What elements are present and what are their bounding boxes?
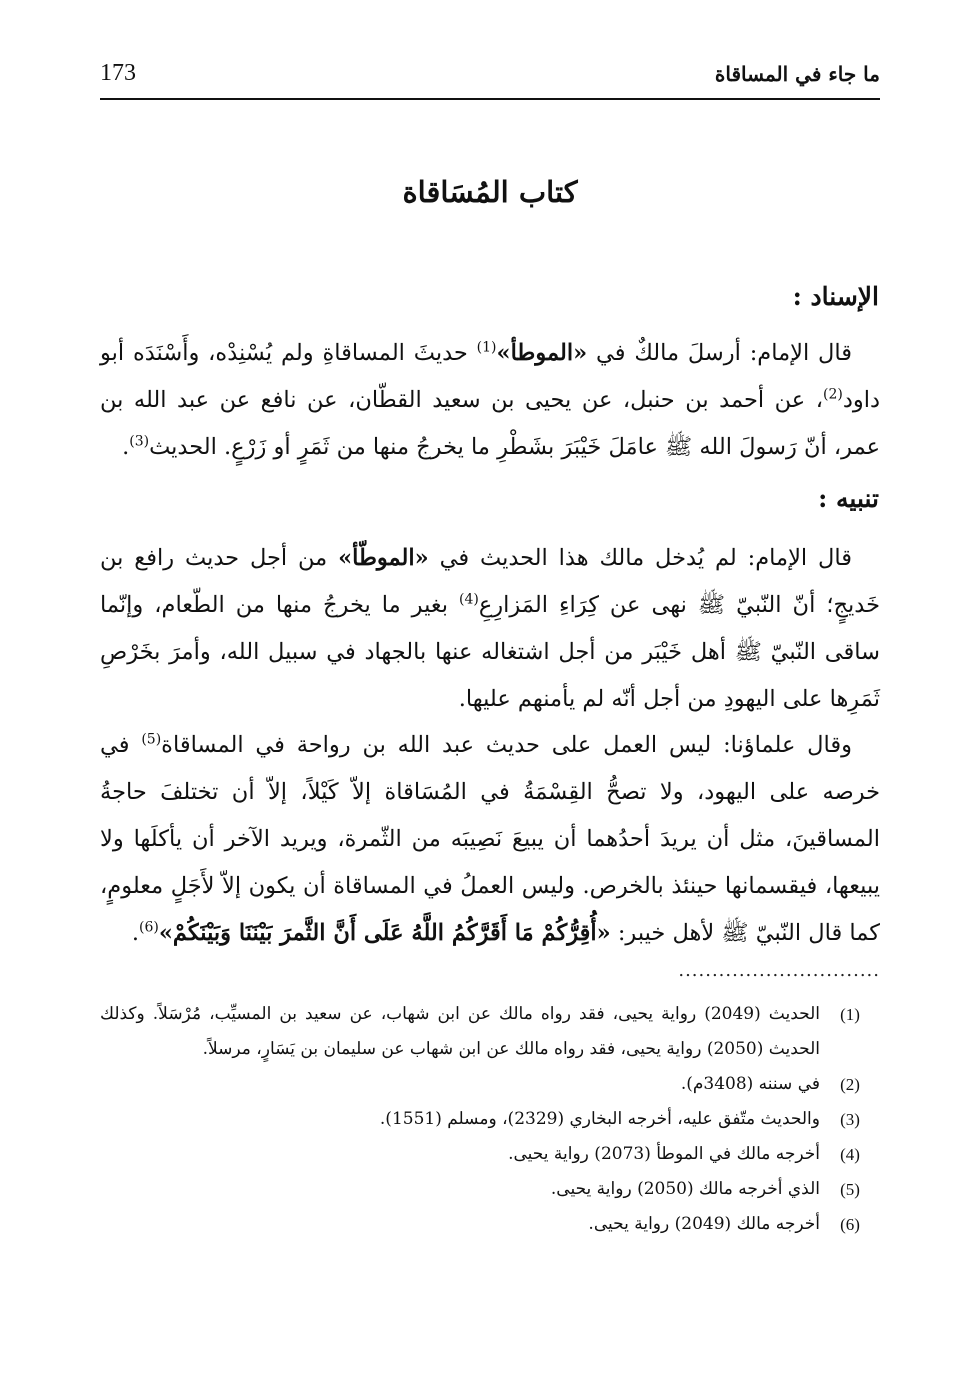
footnote-number: (6) <box>840 1215 860 1234</box>
text-run: قال الإمام: لم يُدخل مالك هذا الحديث في <box>428 545 852 571</box>
footnote-text: الذي أخرجه مالك (2050) رواية يحيى. <box>550 1179 820 1199</box>
text-run: . <box>131 920 139 946</box>
page-number: 173 <box>100 60 136 86</box>
footnote-separator: .............................. <box>678 960 880 981</box>
text-run: في خرصه على اليهود، ولا تصحُّ القِسْمَةُ في المُسَاقاة إلاّ كَيْلاً، إلاّ أن تختلفَ حاجةُ المساقينَ، مثل أن يريدَ أحدُهما أن يبيعَ نَصِيبَه من الثّمرة، ويريد الآخر أن يأكلَها ولا يبيعها، فيقسمانها حينئذ بالخرص. وليس العملُ في المساقاة أن يكون إلاّ لأَجَلٍ معلومٍ، كما قال النّبيّ ﷺ لأهل خيبر: <box>100 732 880 946</box>
book-title: كتاب المُسَاقاة <box>402 175 578 209</box>
footnote-number: (2) <box>840 1075 860 1094</box>
footnote-number: (5) <box>840 1180 860 1199</box>
footnote-ref-6[interactable]: (6) <box>138 919 159 936</box>
footnote-text: والحديث متّفق عليه، أخرجه البخاري (2329)، ومسلم (1551). <box>379 1109 820 1129</box>
footnote-number: (1) <box>840 1005 860 1024</box>
text-run: وقال علماؤنا: ليس العمل على حديث عبد الله بن رواحة في المساقاة <box>161 732 852 758</box>
text-run: من أجل حديث رافع بن خَديجٍ؛ أنّ النّبيّ ﷺ نهى عن كِرَاءِ المَزارِعِ <box>100 545 880 618</box>
footnote-ref-4[interactable]: (4) <box>459 591 479 608</box>
text-run: . <box>122 434 130 460</box>
running-header <box>100 58 880 100</box>
footnote-ref-3[interactable]: (3) <box>129 433 150 450</box>
footnote-ref-5[interactable]: (5) <box>141 731 162 748</box>
running-title: ما جاء في المساقاة <box>714 62 880 86</box>
hadith-quote: «أُقِرُّكُمْ مَا أَقَرَّكُمُ اللَّهُ عَلَى أَنَّ الثَّمرَ بَيْنَنَا وَبَيْنَكُمْ» <box>158 920 611 946</box>
footnote-text: في سننه (3408م). <box>680 1074 820 1094</box>
footnote-text: أخرجه مالك (2049) رواية يحيى. <box>588 1214 820 1234</box>
footnote-text: الحديث (2049) رواية يحيى، فقد رواه مالك عن ابن شهاب، عن سعيد بن المسيِّب، مُرْسَلاً. وكذلك الحديث (2050) رواية يحيى، فقد رواه مالك عن ابن شهاب عن سليمان بن يَسَارٍ، مرسلاً. <box>100 1004 820 1059</box>
footnote-text: أخرجه مالك في الموطأ (2073) رواية يحيى. <box>508 1144 820 1164</box>
footnotes <box>100 997 880 1242</box>
isnad-paragraph <box>100 330 880 471</box>
text-run: ، عن أحمد بن حنبل، عن يحيى بن سعيد القطّان، عن نافع عن عبد الله بن عمر، أنّ رَسولَ الله ﷺ عامَلَ خَيْبَرَ بشَطْرِ ما يخرجُ منها من ثَمَرٍ أو زَرْعٍ. الحديث <box>100 387 880 460</box>
footnote-5 <box>100 1172 880 1207</box>
muwatta-title: «الموطّأ» <box>338 545 429 571</box>
footnote-number: (4) <box>840 1145 860 1164</box>
text-run: قال الإمام: أرسلَ مالكٌ في <box>587 340 852 366</box>
text-run: بغير ما يخرجُ منها من الطّعام، وإنّما ساقى النّبيّ ﷺ أهل خَيْبَر من أجل اشتغاله عنها بالجهاد في سبيل الله، وأمرَ بخَرْصِ ثَمَرِها على اليهودِ من أجل أنّه لم يأمنهم عليها. <box>100 592 880 712</box>
footnote-2 <box>100 1067 880 1102</box>
footnote-number: (3) <box>840 1110 860 1129</box>
footnote-4 <box>100 1137 880 1172</box>
footnote-ref-2[interactable]: (2) <box>822 386 843 403</box>
muwatta-title: «الموطأ» <box>496 340 588 366</box>
isnad-heading: الإسناد : <box>792 282 879 311</box>
tanbih-heading: تنبيه : <box>818 484 879 513</box>
footnote-ref-1[interactable]: (1) <box>476 339 497 356</box>
footnote-6 <box>100 1207 880 1242</box>
text-run: حديثَ المساقاةِ ولم يُسْنِدْه، وأَسْنَدَه أبو داود <box>100 340 880 413</box>
tanbih-paragraph <box>100 535 880 723</box>
ulama-paragraph <box>100 722 880 957</box>
footnote-3 <box>100 1102 880 1137</box>
footnote-1 <box>100 997 880 1067</box>
